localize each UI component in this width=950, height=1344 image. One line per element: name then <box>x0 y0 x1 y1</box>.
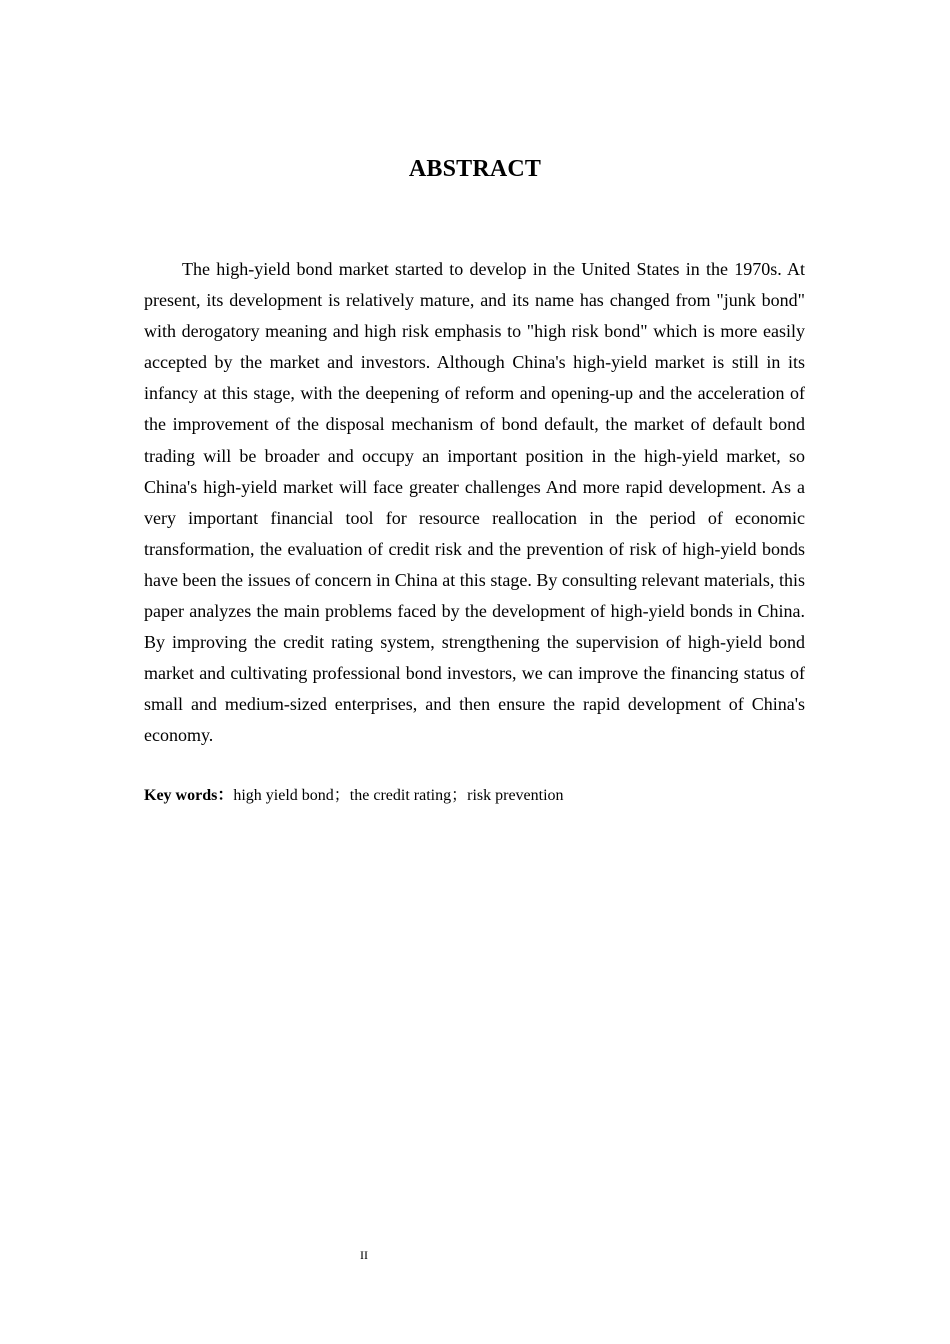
page-number: II <box>360 1248 368 1262</box>
keywords-label: Key words： <box>144 787 234 804</box>
keyword-item: the credit rating <box>349 787 452 804</box>
abstract-body: The high-yield bond market started to develop in the United States in the 1970s. At present, its development is relatively mature, and its name has changed from "junk bond" with derogatory meaning and high risk emphasis to "high risk bond" which is more easily accepted by the market and investors. Although China's high-yield market is still in its infancy at this stage, with the deepening of reform and opening-up and the acceleration of the improvement of the disposal mechanism of bond default, the market of default bond trading will be broader and occupy an important position in the high-yield market, so China's high-yield market will face greater challenges And more rapid development. As a very important financial tool for resource reallocation in the period of economic transformation, the evaluation of credit risk and the prevention of risk of high-yield bonds have been the issues of concern in China at this stage. By consulting relevant materials, this paper analyzes the main problems faced by the development of high-yield bonds in China. By improving the credit rating system, strengthening the supervision of high-yield bond market and cultivating professional bond investors, we can improve the financing status of small and medium-sized enterprises, and then ensure the rapid development of China's economy. <box>144 259 805 746</box>
abstract-title: ABSTRACT <box>408 156 542 182</box>
keyword-item: high yield bond <box>233 787 334 804</box>
keyword-separator: ； <box>451 787 468 804</box>
keyword-separator: ； <box>333 787 350 804</box>
keywords-line <box>144 785 805 807</box>
keyword-item: risk prevention <box>467 787 564 804</box>
